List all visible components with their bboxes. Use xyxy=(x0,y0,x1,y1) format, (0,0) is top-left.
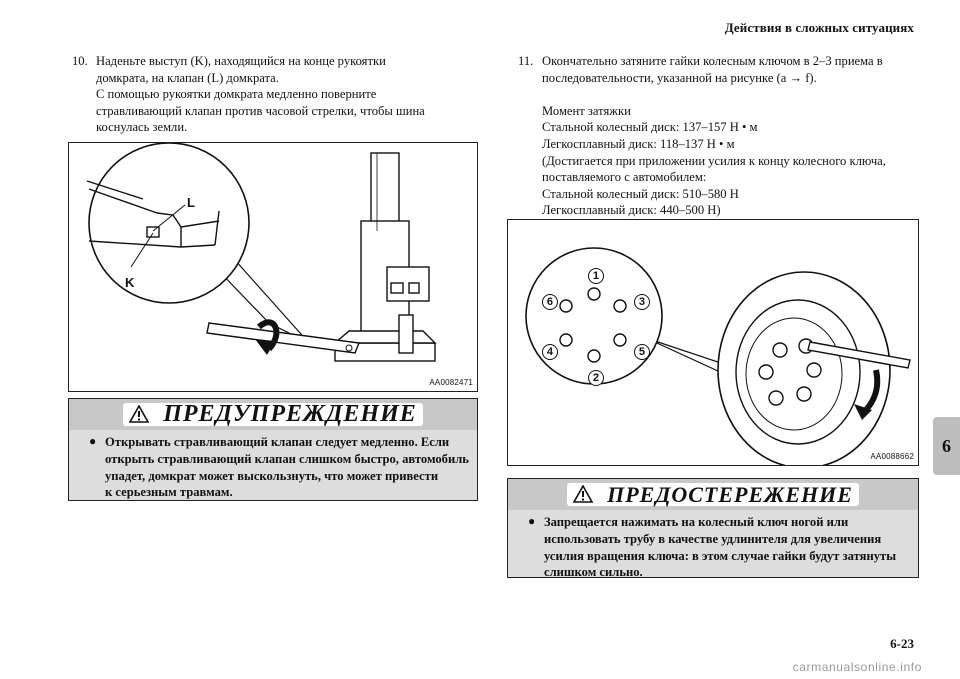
step-10 xyxy=(72,53,472,136)
warning-header xyxy=(69,399,477,430)
figure-code: AA0088662 xyxy=(870,452,914,461)
step-text-line: Стальной колесный диск: 137‒157 Н • м xyxy=(542,120,758,135)
step-text-line xyxy=(542,86,918,103)
jack-illustration xyxy=(68,142,478,392)
section-header: Действия в сложных ситуациях xyxy=(724,20,914,35)
bullet-icon: ● xyxy=(528,514,536,528)
sequence-number-2: 2 xyxy=(588,370,604,386)
step-text-line: Легкосплавный диск: 440‒500 Н) xyxy=(542,203,721,218)
sequence-number-3: 3 xyxy=(634,294,650,310)
step-text-line: Окончательно затяните гайки колесным ключом в 2‒3 приема в xyxy=(542,54,883,68)
warning-line: открыть стравливающий клапан слишком быстро, автомобиль xyxy=(105,451,469,466)
label-k: K xyxy=(125,275,135,290)
step-text-line: С помощью рукоятки домкрата медленно поверните xyxy=(96,87,377,102)
figure-code: AA0082471 xyxy=(429,378,473,387)
warning-title-box xyxy=(123,403,423,426)
step-text-line: Наденьте выступ (K), находящийся на конце рукоятки xyxy=(96,54,386,68)
step-text-line: (Достигается при приложении усилия к концу колесного ключа, xyxy=(542,153,886,168)
warning-title: ПРЕДУПРЕЖДЕНИЕ xyxy=(163,401,417,427)
bullet-icon: ● xyxy=(89,434,97,448)
caution-line: слишком сильно. xyxy=(544,565,643,580)
step-text-line: поставляемого с автомобилем: xyxy=(542,170,707,185)
step-11 xyxy=(518,53,918,219)
step-text-line: коснулась земли. xyxy=(96,120,188,135)
warning-triangle-icon xyxy=(129,405,149,423)
caution-title-box xyxy=(567,483,859,506)
step-number: 11. xyxy=(518,54,534,68)
step-text-line: Легкосплавный диск: 118‒137 Н • м xyxy=(542,136,735,151)
sequence-number-6: 6 xyxy=(542,294,558,310)
warning-line: упадет, домкрат может выскользнуть, что может привести xyxy=(105,468,439,483)
jack-drawing xyxy=(69,143,477,391)
warning-line: Открывать стравливающий клапан следует медленно. Если xyxy=(105,435,450,449)
warning-callout xyxy=(68,398,478,501)
warning-body xyxy=(69,430,477,500)
step-text-line: стравливающий клапан против часовой стрелки, чтобы шина xyxy=(96,103,425,118)
step-text-line: Стальной колесный диск: 510‒580 Н xyxy=(542,186,739,201)
caution-line: усилия вращения ключа: в этом случае гайки будут затянуты xyxy=(544,548,897,563)
sequence-number-1: 1 xyxy=(588,268,604,284)
caution-line: Запрещается нажимать на колесный ключ ногой или xyxy=(544,515,849,529)
step-number: 10. xyxy=(72,54,88,68)
label-l: L xyxy=(187,195,196,210)
step-text-line: Момент затяжки xyxy=(542,103,631,118)
caution-title: ПРЕДОСТЕРЕЖЕНИЕ xyxy=(607,482,853,507)
page-number: 6-23 xyxy=(890,636,914,651)
caution-body xyxy=(508,510,918,580)
caution-callout xyxy=(507,478,919,578)
caution-triangle-icon xyxy=(573,485,593,503)
wheel-drawing xyxy=(508,220,918,465)
wheel-illustration xyxy=(507,219,919,466)
warning-line: к серьезным травмам. xyxy=(105,485,233,500)
watermark: carmanualsonline.info xyxy=(792,660,922,674)
step-text-line: домкрата, на клапан (L) домкрата. xyxy=(96,70,279,85)
caution-line: использовать трубу в качестве удлинителя для увеличения xyxy=(544,531,882,546)
caution-header xyxy=(508,479,918,510)
chapter-tab: 6 xyxy=(933,417,960,475)
sequence-number-4: 4 xyxy=(542,344,558,360)
step-text-line: последовательности, указанной на рисунке (a → f). xyxy=(542,70,817,85)
sequence-number-5: 5 xyxy=(634,344,650,360)
